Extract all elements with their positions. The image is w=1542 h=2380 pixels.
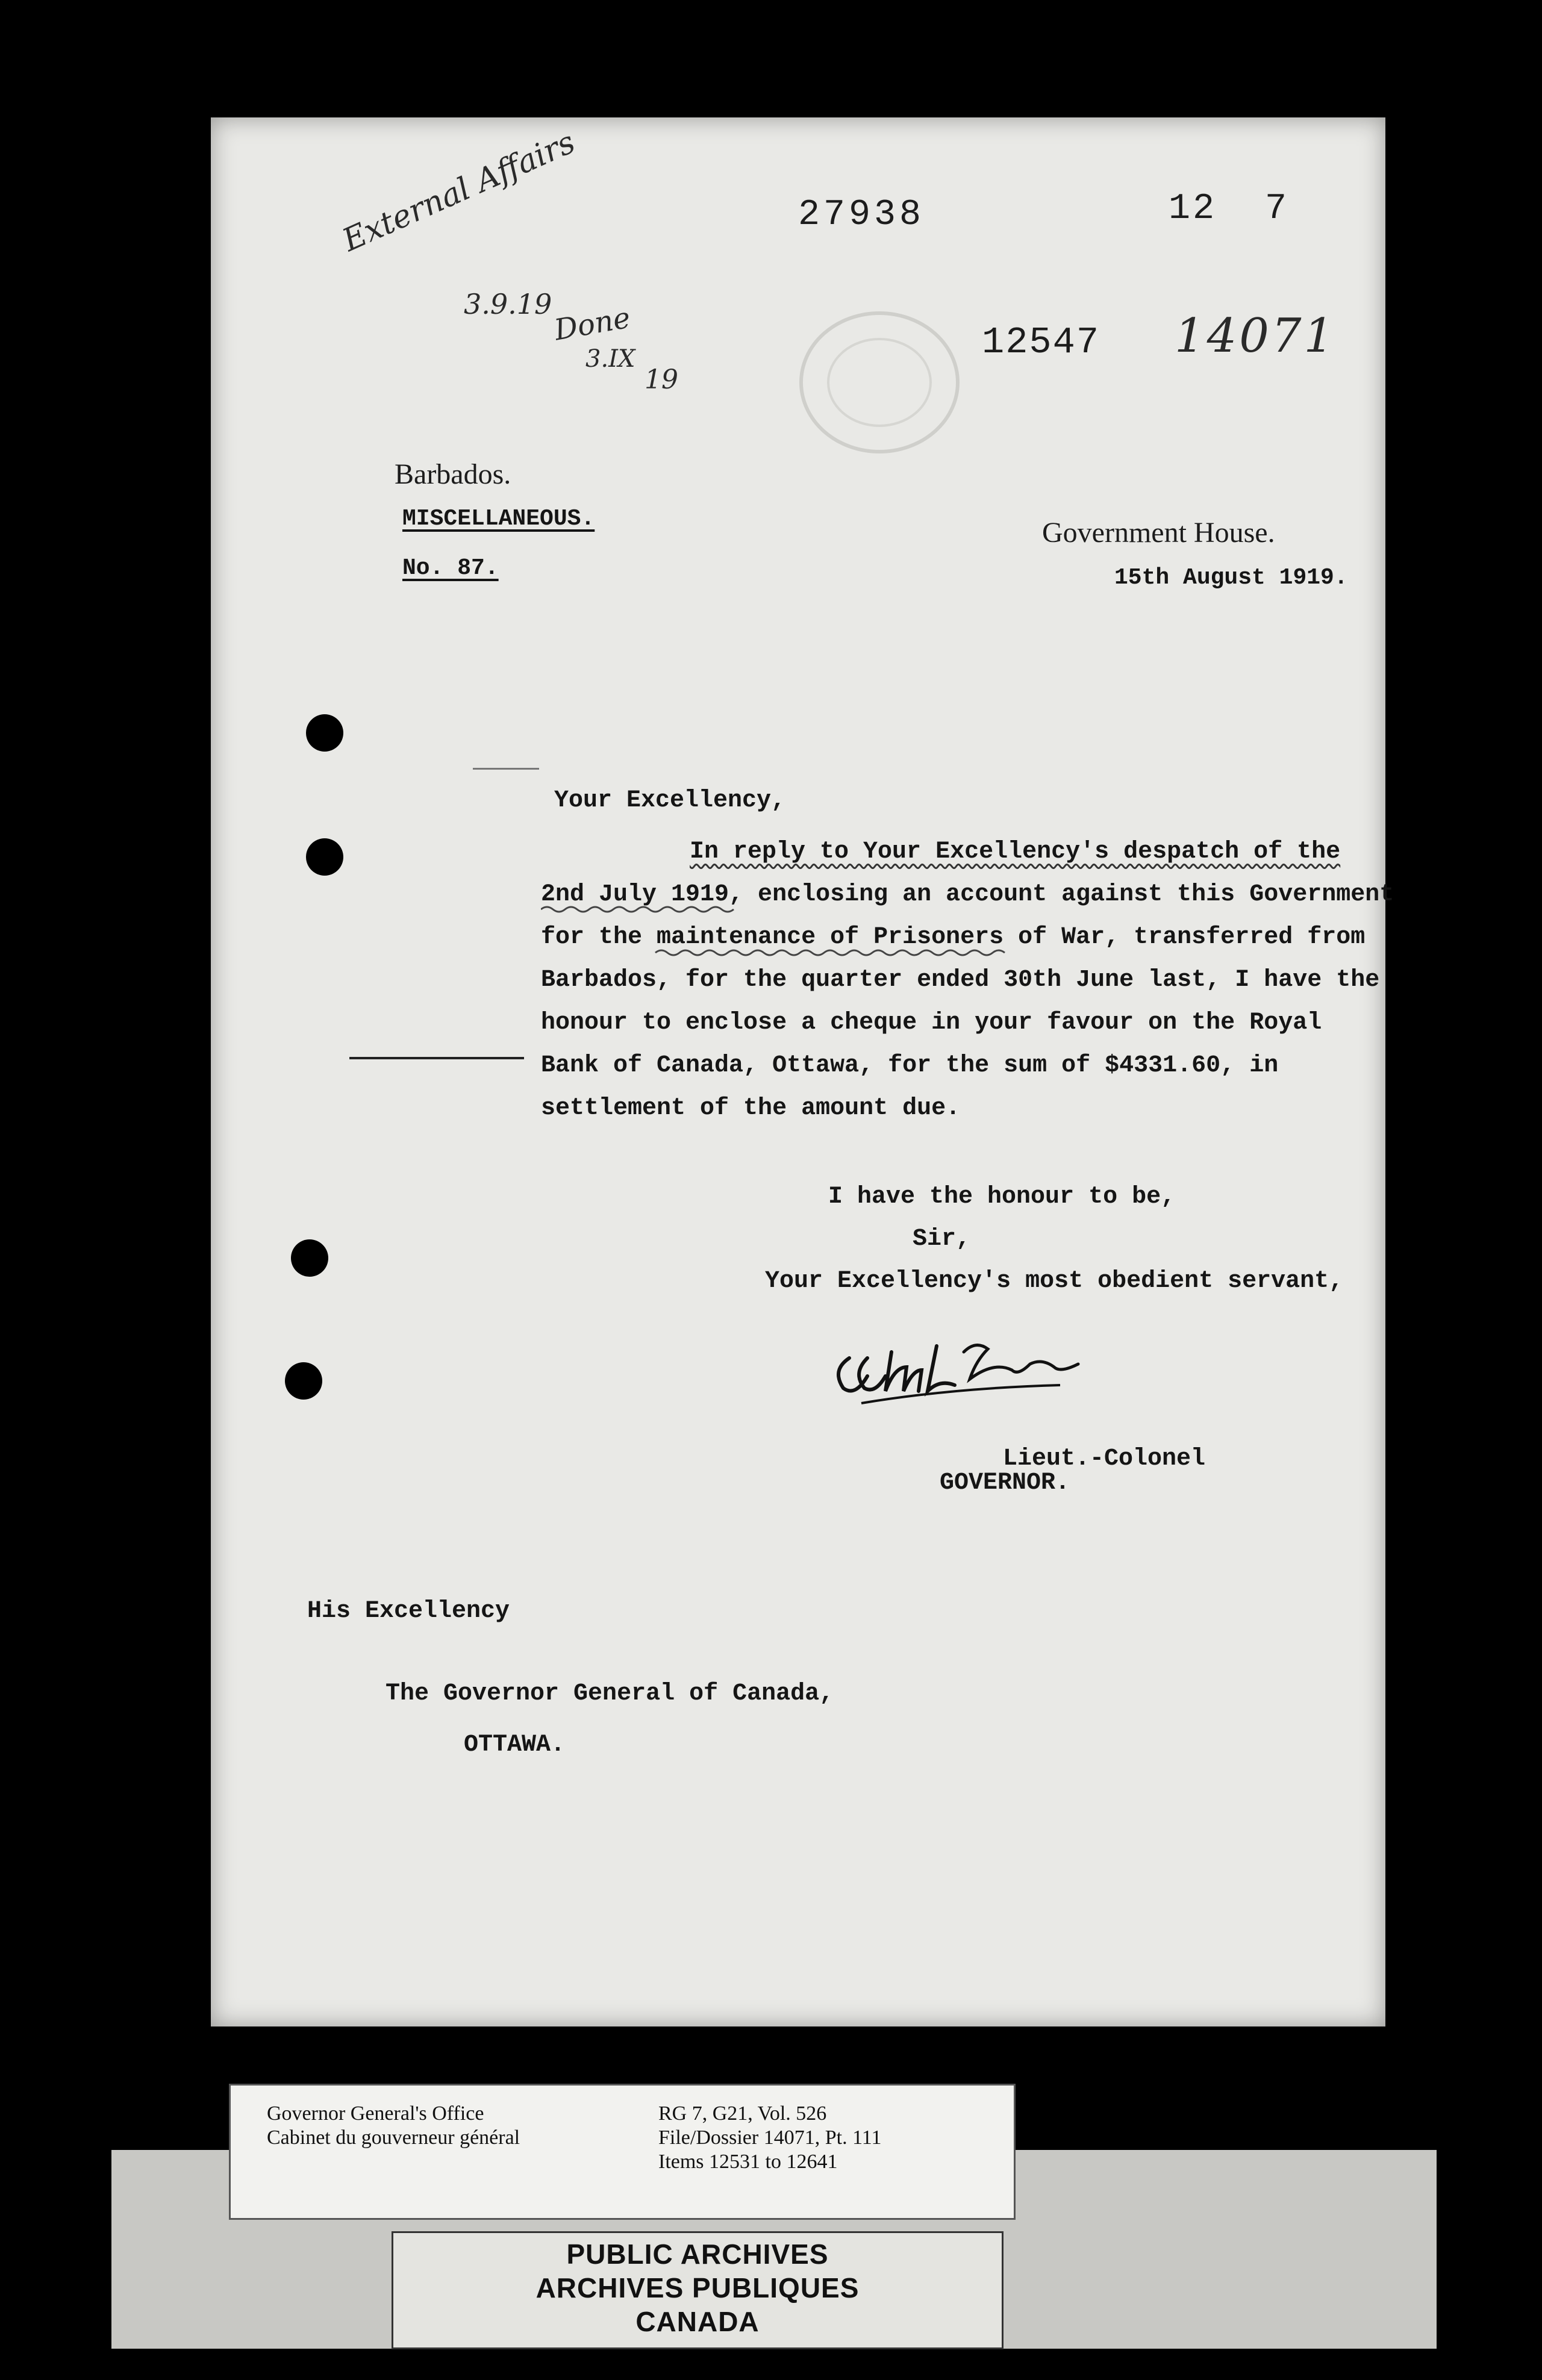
signatory-rank: Lieut.-Colonel <box>1003 1445 1206 1472</box>
category-heading: MISCELLANEOUS. <box>402 506 595 532</box>
office-en: Governor General's Office <box>267 2102 484 2125</box>
salutation-dash <box>473 768 539 770</box>
handwritten-note-done-date: 3.IX <box>585 345 635 373</box>
body-line-5: honour to enclose a cheque in your favour on the Royal <box>541 1009 1322 1036</box>
body-line-3: for the maintenance of Prisoners of War, transferred from <box>541 924 1366 951</box>
body-line-7: settlement of the amount due. <box>541 1095 961 1122</box>
salutation: Your Excellency, <box>554 787 786 814</box>
office-fr: Cabinet du gouverneur général <box>267 2126 520 2149</box>
archive-ref: RG 7, G21, Vol. 526 <box>658 2102 827 2125</box>
margin-mark <box>349 1057 524 1059</box>
colony-name: Barbados. <box>395 458 511 490</box>
stamp-line-1: PUBLIC ARCHIVES <box>566 2238 829 2270</box>
body-line-4: Barbados, for the quarter ended 30th June last, I have the <box>541 967 1380 994</box>
punch-hole-2 <box>306 838 343 876</box>
stamp-line-3: CANADA <box>635 2306 760 2337</box>
place: Government House. <box>1042 517 1275 549</box>
punch-hole-3 <box>291 1239 328 1277</box>
body-line-6: Bank of Canada, Ottawa, for the sum of $4331.60, in <box>541 1052 1279 1079</box>
closing-line-1: I have the honour to be, <box>828 1183 1176 1210</box>
archive-file: File/Dossier 14071, Pt. 111 <box>658 2126 882 2149</box>
letter-page <box>211 117 1394 2026</box>
archive-label-card <box>229 2084 1016 2220</box>
letter-date: 15th August 1919. <box>1114 565 1348 591</box>
closing-line-3: Your Excellency's most obedient servant, <box>765 1268 1344 1295</box>
despatch-number: No. 87. <box>402 555 499 581</box>
public-archives-stamp <box>392 2231 1004 2349</box>
faint-round-stamp <box>789 298 970 467</box>
punch-hole-1 <box>306 714 343 752</box>
closing-sir: Sir, <box>913 1226 971 1253</box>
item-number: 12547 <box>982 321 1100 364</box>
underline-marks <box>541 903 1264 976</box>
addressee-line-3: OTTAWA. <box>464 1731 566 1759</box>
file-number: 27938 <box>798 195 925 235</box>
handwritten-note-date: 3.9.19 <box>464 288 552 320</box>
dossier-number: 14071 <box>1175 309 1337 363</box>
body-line-1-text: In reply to Your Excellency's despatch of the <box>690 838 1341 865</box>
stamp-line-2: ARCHIVES PUBLIQUES <box>535 2272 860 2304</box>
top-right-number: 12 7 <box>1169 188 1290 229</box>
signatory-title: GOVERNOR. <box>940 1469 1070 1497</box>
punch-hole-4 <box>285 1362 322 1400</box>
handwritten-note-done: Done <box>552 301 633 347</box>
archive-items: Items 12531 to 12641 <box>658 2151 838 2173</box>
handwritten-note-done-year: 19 <box>645 364 678 395</box>
addressee-line-1: His Excellency <box>307 1598 510 1625</box>
body-line-2: 2nd July 1919, enclosing an account against this Government <box>541 881 1394 908</box>
signature <box>825 1316 1138 1412</box>
handwritten-note-line1: External Affairs <box>337 124 581 259</box>
addressee-line-2: The Governor General of Canada, <box>386 1680 834 1707</box>
body-line-1 <box>690 838 1340 865</box>
